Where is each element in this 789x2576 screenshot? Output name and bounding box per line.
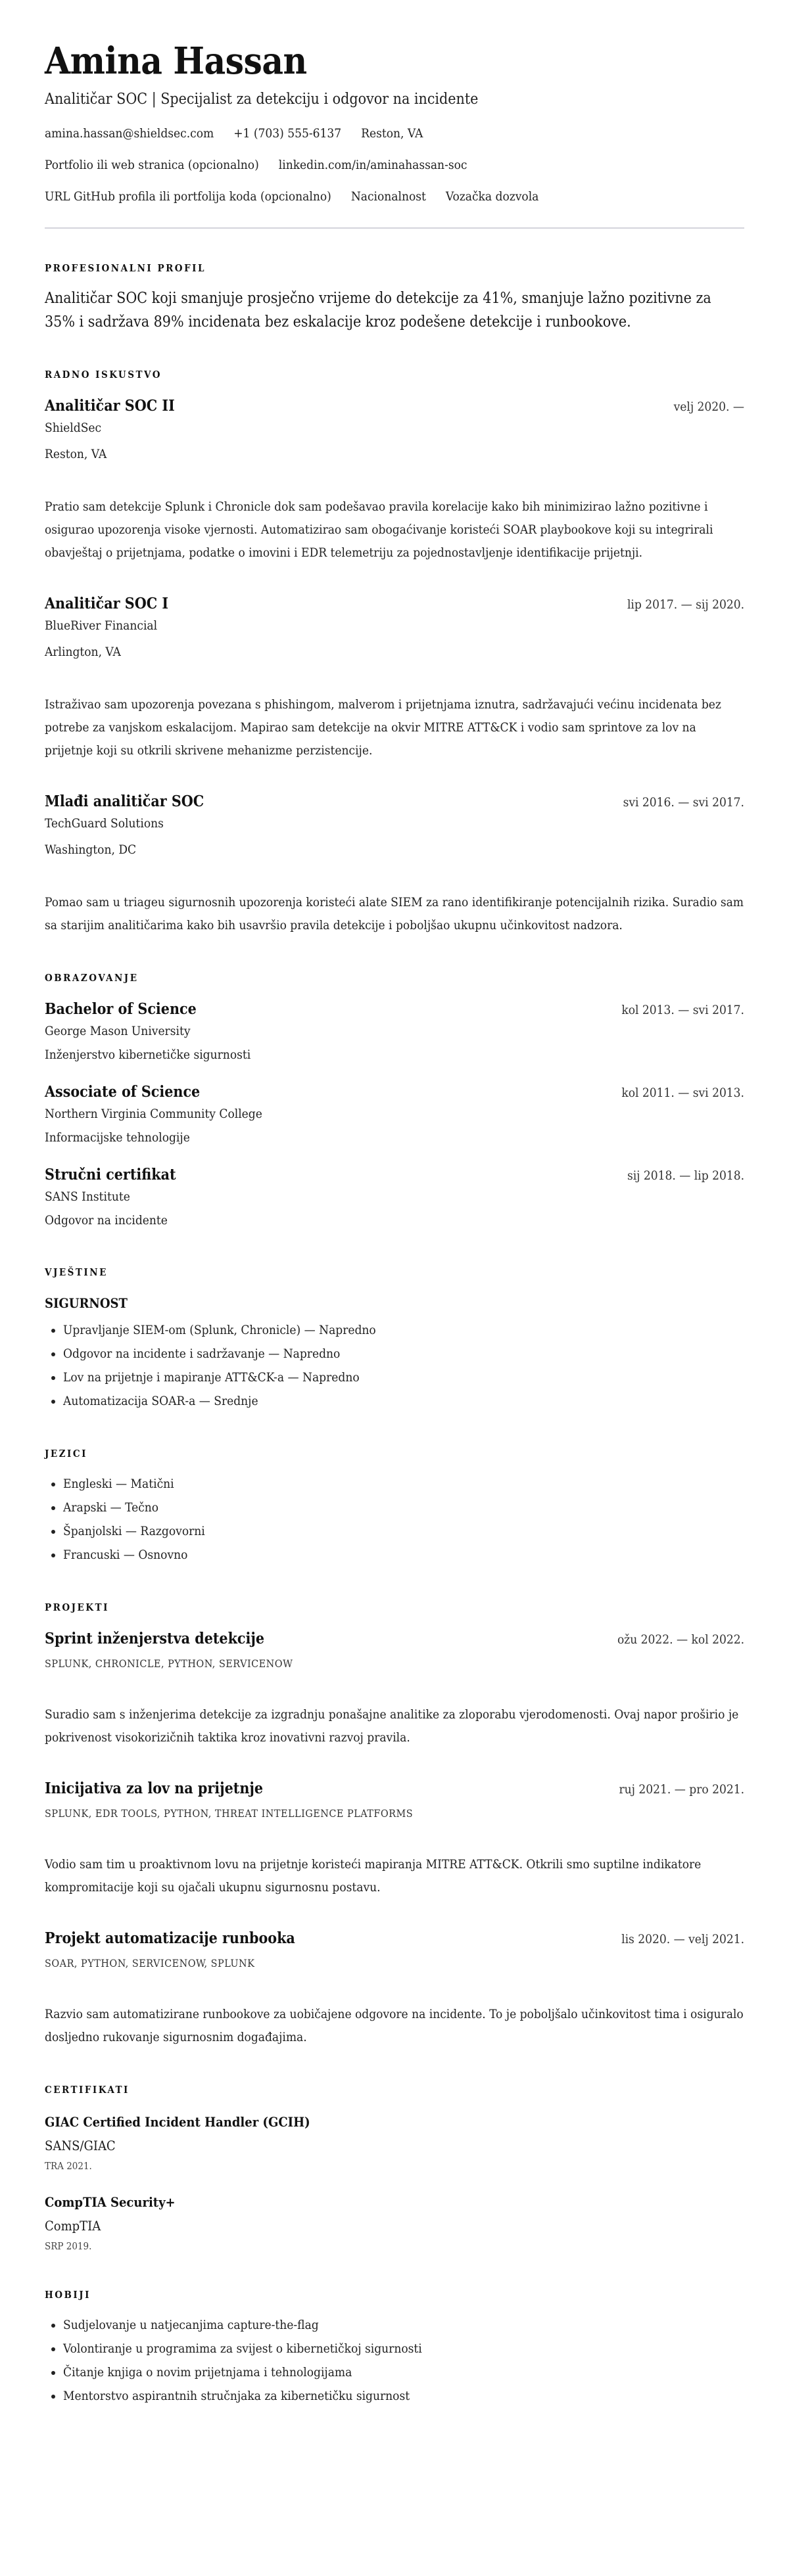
job-title: Analitičar SOC II bbox=[45, 397, 175, 415]
hobbies-list bbox=[45, 2313, 744, 2408]
school: George Mason University bbox=[45, 1024, 191, 1038]
job-company: ShieldSec bbox=[45, 421, 102, 435]
contact-row bbox=[45, 156, 744, 173]
resume-header bbox=[45, 38, 744, 205]
section-heading: HOBIJI bbox=[45, 2289, 91, 2301]
job-location: Arlington, VA bbox=[45, 645, 121, 659]
skills-list bbox=[45, 1318, 744, 1413]
skills-section bbox=[45, 1266, 744, 1413]
certificate-title: GIAC Certified Incident Handler (GCIH) bbox=[45, 2114, 310, 2130]
skill-item: • Odgovor na incidente i sadržavanje — Napredno bbox=[63, 1342, 744, 1366]
job-description: Pomao sam u triageu sigurnosnih upozorenja koristeći alate SIEM za rano identifikiranje potencijalnih rizika. Suradio sam sa starijim analitičarima kako bih usavršio pravila detekcije i poboljšao ukupnu učinkovitost nadzora. bbox=[45, 895, 744, 932]
languages-list bbox=[45, 1472, 744, 1567]
project-title: Projekt automatizacije runbooka bbox=[45, 1929, 295, 1947]
candidate-name: Amina Hassan bbox=[45, 39, 307, 83]
education-section bbox=[45, 971, 744, 1231]
contact-license: Vozačka dozvola bbox=[445, 189, 539, 204]
language-item: • Engleski — Matični bbox=[63, 1472, 744, 1496]
language-item: • Španjolski — Razgovorni bbox=[63, 1519, 744, 1543]
profile-section bbox=[45, 262, 744, 334]
education-date: sij 2018. — lip 2018. bbox=[627, 1168, 744, 1183]
contact-github[interactable]: URL GitHub profila ili portfolija koda (opcionalno) bbox=[45, 189, 331, 204]
field-of-study: Informacijske tehnologije bbox=[45, 1130, 190, 1145]
degree: Associate of Science bbox=[45, 1083, 201, 1101]
projects-section bbox=[45, 1601, 744, 2049]
certificate-date: SRP 2019. bbox=[45, 2240, 92, 2252]
project-entry bbox=[45, 1628, 744, 1749]
contact-row bbox=[45, 125, 744, 142]
experience-section bbox=[45, 368, 744, 937]
hobby-item: • Čitanje knjiga o novim prijetnjama i tehnologijama bbox=[63, 2360, 744, 2384]
contact-portfolio[interactable]: Portfolio ili web stranica (opcionalno) bbox=[45, 158, 259, 172]
languages-section bbox=[45, 1447, 744, 1567]
contact-linkedin[interactable]: linkedin.com/in/aminahassan-soc bbox=[278, 158, 467, 172]
project-entry bbox=[45, 1928, 744, 2049]
job-title: Mlađi analitičar SOC bbox=[45, 793, 204, 810]
degree: Stručni certifikat bbox=[45, 1166, 176, 1184]
skill-item: • Lov na prijetnje i mapiranje ATT&CK-a — Napredno bbox=[63, 1366, 744, 1389]
field-of-study: Odgovor na incidente bbox=[45, 1213, 168, 1228]
project-date: ožu 2022. — kol 2022. bbox=[617, 1632, 744, 1647]
hobby-item: • Mentorstvo aspirantnih stručnjaka za kibernetičku sigurnost bbox=[63, 2384, 744, 2408]
field-of-study: Inženjerstvo kibernetičke sigurnosti bbox=[45, 1047, 251, 1062]
language-item: • Arapski — Tečno bbox=[63, 1496, 744, 1519]
job-entry bbox=[45, 396, 744, 564]
hobby-item: • Sudjelovanje u natjecanjima capture-the-flag bbox=[63, 2313, 744, 2337]
project-tags: SOAR, PYTHON, SERVICENOW, SPLUNK bbox=[45, 1957, 255, 1969]
certificate-title: CompTIA Security+ bbox=[45, 2194, 176, 2210]
education-entry bbox=[45, 1082, 744, 1149]
section-heading: PROJEKTI bbox=[45, 1601, 109, 1613]
project-description: Vodio sam tim u proaktivnom lovu na prijetnje koristeći mapiranja MITRE ATT&CK. Otkrili smo suptilne indikatore kompromitacije koji su ojačali ukupnu sigurnosnu postavu. bbox=[45, 1857, 702, 1895]
job-entry bbox=[45, 593, 744, 762]
contact-location: Reston, VA bbox=[361, 126, 423, 141]
project-title: Sprint inženjerstva detekcije bbox=[45, 1630, 265, 1647]
job-company: BlueRiver Financial bbox=[45, 618, 158, 633]
section-heading: PROFESIONALNI PROFIL bbox=[45, 262, 206, 274]
project-title: Inicijativa za lov na prijetnje bbox=[45, 1780, 264, 1797]
section-heading: JEZICI bbox=[45, 1448, 87, 1460]
hobby-item: • Volontiranje u programima za svijest o kibernetičkoj sigurnosti bbox=[63, 2337, 744, 2360]
project-description: Suradio sam s inženjerima detekcije za izgradnju ponašajne analitike za zloporabu vjerodomenosti. Ovaj napor proširio je pokrivenost visokorizičnih taktika kroz inovativni razvoj pravila. bbox=[45, 1707, 739, 1745]
education-date: kol 2011. — svi 2013. bbox=[621, 1086, 744, 1100]
education-date: kol 2013. — svi 2017. bbox=[621, 1003, 744, 1017]
job-title: Analitičar SOC I bbox=[45, 595, 169, 612]
hobbies-section bbox=[45, 2288, 744, 2408]
candidate-title: Analitičar SOC | Specijalist za detekciju i odgovor na incidente bbox=[45, 91, 479, 108]
project-description: Razvio sam automatizirane runbookove za uobičajene odgovore na incidente. To je poboljšalo učinkovitost tima i osiguralo dosljedno rukovanje sigurnosnim događajima. bbox=[45, 2007, 744, 2044]
skill-item: • Automatizacija SOAR-a — Srednje bbox=[63, 1389, 744, 1413]
degree: Bachelor of Science bbox=[45, 1000, 197, 1018]
project-tags: SPLUNK, EDR TOOLS, PYTHON, THREAT INTELLIGENCE PLATFORMS bbox=[45, 1807, 414, 1820]
school: SANS Institute bbox=[45, 1189, 130, 1204]
project-date: ruj 2021. — pro 2021. bbox=[619, 1782, 744, 1797]
job-company: TechGuard Solutions bbox=[45, 816, 164, 831]
skill-category: SIGURNOST bbox=[45, 1295, 128, 1311]
education-entry bbox=[45, 1164, 744, 1231]
job-description: Istraživao sam upozorenja povezana s phishingom, malverom i prijetnjama iznutra, sadržavajući većinu incidenata bez potrebe za vanjskom eskalacijom. Mapirao sam detekcije na okvir MITRE ATT&CK i vodio sam sprintove za lov na prijetnje koji su otkrili skrivene mehanizme perzistencije. bbox=[45, 697, 721, 758]
education-entry bbox=[45, 999, 744, 1066]
job-location: Washington, DC bbox=[45, 842, 137, 857]
job-date: svi 2016. — svi 2017. bbox=[623, 795, 744, 810]
certificate-entry bbox=[45, 2112, 744, 2174]
job-description: Pratio sam detekcije Splunk i Chronicle dok sam podešavao pravila korelacije kako bih minimizirao lažno pozitivne i osigurao upozorenja visoke vjernosti. Automatizirao sam obogaćivanje koristeći SOAR playbookove koji su integrirali obavještaj o prijetnjama, podatke o imovini i EDR telemetriju za pojednostavljenje identifikacije prijetnji. bbox=[45, 499, 713, 560]
project-date: lis 2020. — velj 2021. bbox=[621, 1932, 744, 1946]
contact-nationality: Nacionalnost bbox=[350, 189, 426, 204]
school: Northern Virginia Community College bbox=[45, 1107, 262, 1121]
job-date: lip 2017. — sij 2020. bbox=[627, 597, 744, 612]
profile-summary: Analitičar SOC koji smanjuje prosječno vrijeme do detekcije za 41%, smanjuje lažno pozitivne za 35% i sadržava 89% incidenata bez eskalacije kroz podešene detekcije i runbookove. bbox=[45, 290, 711, 331]
project-entry bbox=[45, 1778, 744, 1899]
certificate-issuer: CompTIA bbox=[45, 2218, 101, 2234]
section-heading: VJEŠTINE bbox=[45, 1266, 108, 1278]
section-heading: CERTIFIKATI bbox=[45, 2084, 130, 2096]
job-entry bbox=[45, 791, 744, 937]
certificate-date: TRA 2021. bbox=[45, 2160, 92, 2172]
contact-phone[interactable]: +1 (703) 555-6137 bbox=[233, 126, 342, 141]
section-heading: OBRAZOVANJE bbox=[45, 972, 139, 984]
skill-item: • Upravljanje SIEM-om (Splunk, Chronicle) — Napredno bbox=[63, 1318, 744, 1342]
contact-row bbox=[45, 188, 744, 205]
certificates-section bbox=[45, 2083, 744, 2254]
certificate-entry bbox=[45, 2192, 744, 2254]
job-date: velj 2020. — bbox=[673, 400, 744, 414]
project-tags: SPLUNK, CHRONICLE, PYTHON, SERVICENOW bbox=[45, 1657, 293, 1670]
language-item: • Francuski — Osnovno bbox=[63, 1543, 744, 1567]
header-divider bbox=[45, 227, 744, 229]
certificate-issuer: SANS/GIAC bbox=[45, 2138, 116, 2153]
job-location: Reston, VA bbox=[45, 447, 107, 461]
contact-email[interactable]: amina.hassan@shieldsec.com bbox=[45, 126, 214, 141]
section-heading: RADNO ISKUSTVO bbox=[45, 369, 162, 380]
